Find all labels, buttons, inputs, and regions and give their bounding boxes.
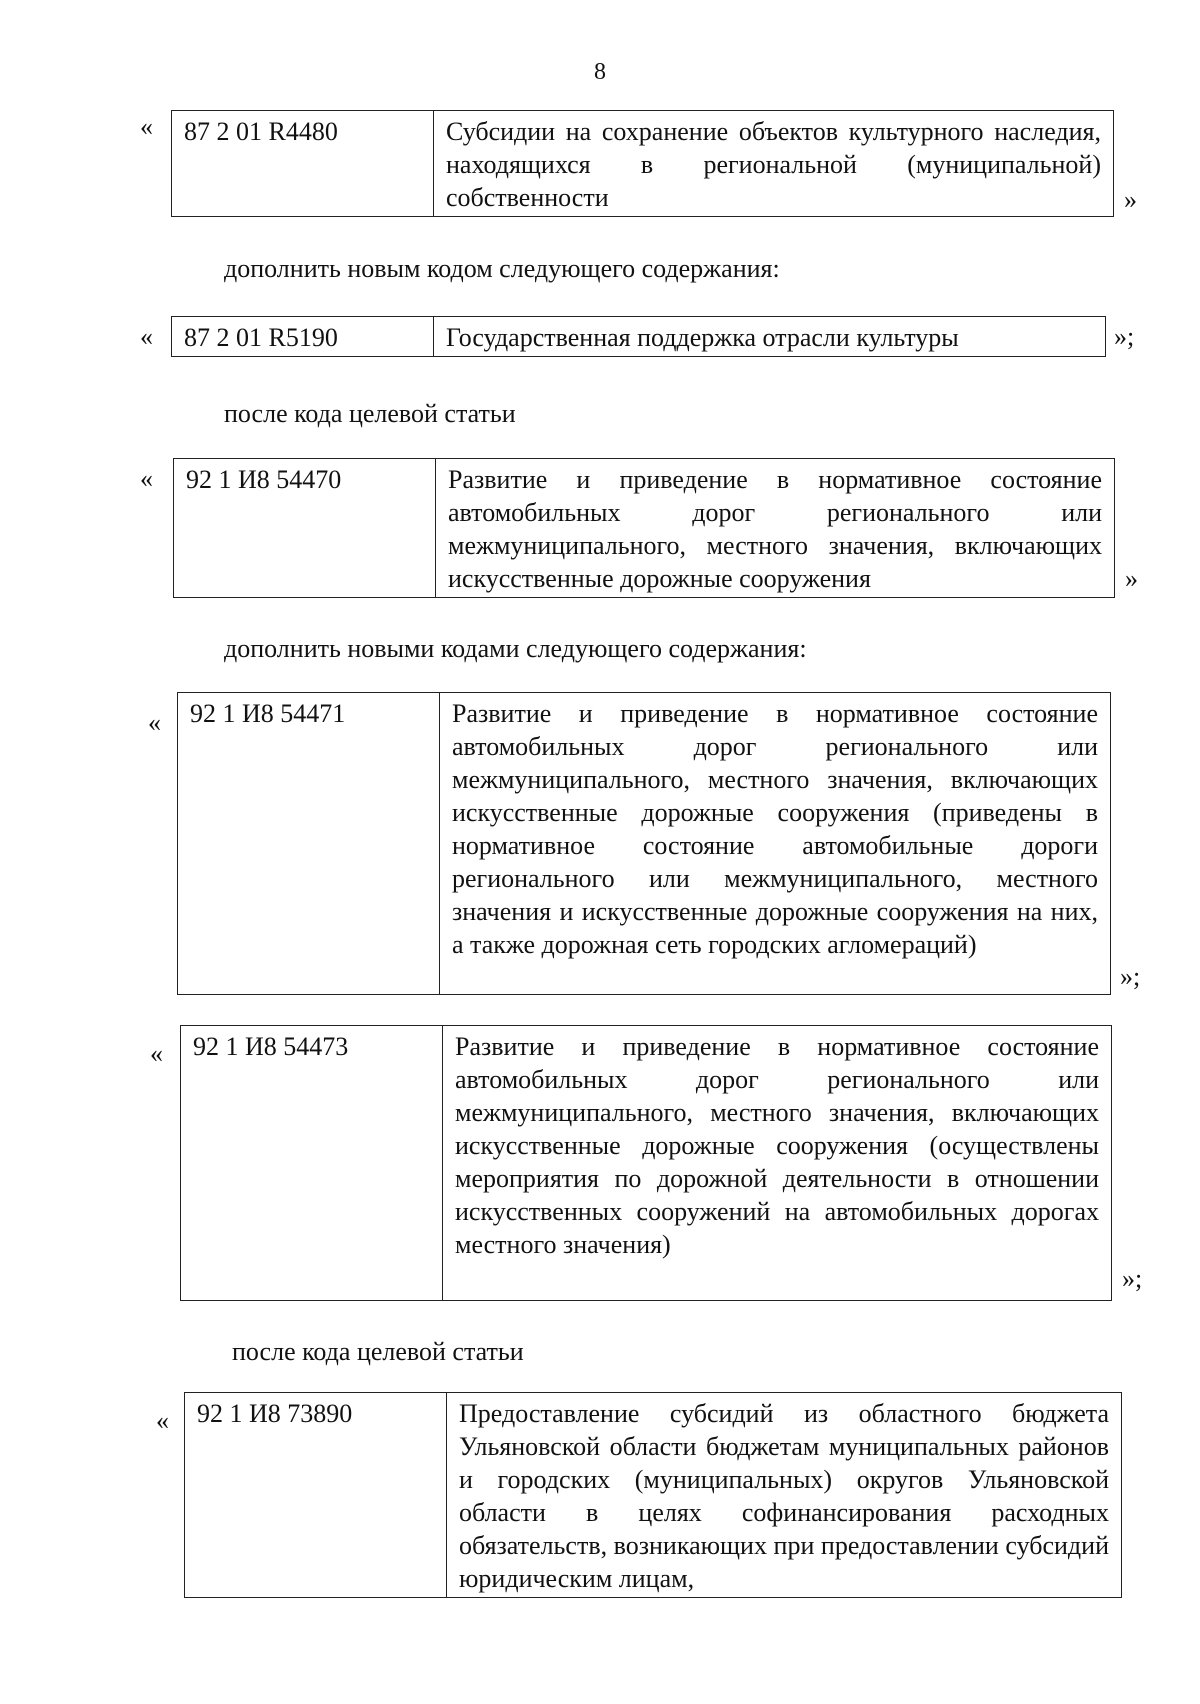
- table-row: [173, 458, 1115, 598]
- instruction-paragraph: дополнить новыми кодами следующего содержания:: [224, 634, 807, 663]
- target-description: Субсидии на сохранение объектов культурного наследия, находящихся в региональной (муниципальной) собственности: [434, 111, 1114, 217]
- target-code: 92 1 И8 54470: [174, 459, 436, 598]
- target-description: Развитие и приведение в нормативное состояние автомобильных дорог регионального или межмуниципального, местного значения, включающих искусственные дорожные сооружения (осуществлены мероприятия по дорожной деятельности в отношении искусственных сооружений на автомобильных дорогах местного значения): [443, 1026, 1112, 1301]
- table-row: [171, 110, 1114, 217]
- page-number: 8: [594, 59, 606, 85]
- quote-close: »;: [1114, 322, 1135, 351]
- quote-open: «: [156, 1406, 169, 1435]
- target-description: Развитие и приведение в нормативное состояние автомобильных дорог регионального или межмуниципального, местного значения, включающих искусственные дорожные сооружения (приведены в нормативное состояние автомобильные дороги регионального или межмуниципального, местного значения и искусственные дорожные сооружения на них, а также дорожная сеть городских агломераций): [440, 693, 1111, 995]
- target-code: 92 1 И8 54471: [178, 693, 440, 995]
- target-code: 92 1 И8 73890: [185, 1393, 447, 1598]
- target-description: Государственная поддержка отрасли культуры: [434, 317, 1106, 357]
- quote-open: «: [140, 322, 153, 351]
- quote-close: »: [1124, 185, 1137, 214]
- instruction-paragraph: после кода целевой статьи: [224, 399, 516, 428]
- target-code: 92 1 И8 54473: [181, 1026, 443, 1301]
- target-description: Развитие и приведение в нормативное состояние автомобильных дорог регионального или межмуниципального, местного значения, включающих искусственные дорожные сооружения: [436, 459, 1115, 598]
- table-row: [177, 692, 1111, 995]
- quote-open: «: [148, 708, 161, 737]
- quote-open: «: [150, 1039, 163, 1068]
- quote-close: »;: [1122, 1264, 1143, 1293]
- table-row: [180, 1025, 1112, 1301]
- instruction-paragraph: дополнить новым кодом следующего содержания:: [224, 254, 780, 283]
- quote-open: «: [140, 464, 153, 493]
- target-code: 87 2 01 R5190: [172, 317, 434, 357]
- target-description: Предоставление субсидий из областного бюджета Ульяновской области бюджетам муниципальных районов и городских (муниципальных) округов Ульяновской области в целях софинансирования расходных обязательств, возникающих при предоставлении субсидий юридическим лицам,: [447, 1393, 1122, 1598]
- table-row: [171, 316, 1106, 357]
- quote-close: »;: [1120, 962, 1141, 991]
- quote-open: «: [140, 112, 153, 141]
- table-row: [184, 1392, 1122, 1598]
- quote-close: »: [1125, 564, 1138, 593]
- instruction-paragraph: после кода целевой статьи: [232, 1337, 524, 1366]
- target-code: 87 2 01 R4480: [172, 111, 434, 217]
